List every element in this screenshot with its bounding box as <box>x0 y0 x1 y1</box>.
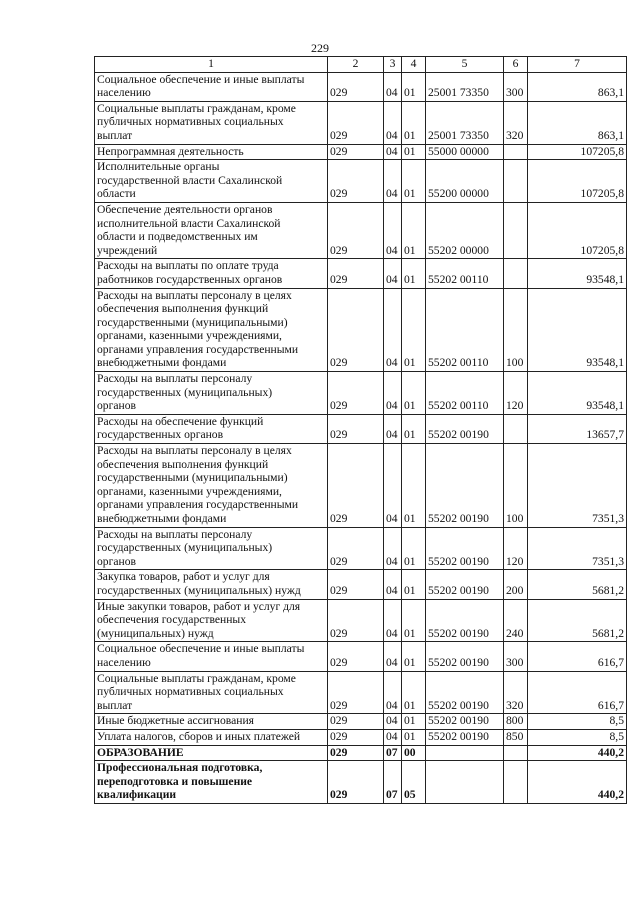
row-expense-type <box>504 144 528 160</box>
row-section-code: 04 <box>384 444 402 528</box>
row-ved-code: 029 <box>328 527 384 570</box>
row-subsection-code: 01 <box>402 642 426 671</box>
header-col-6: 6 <box>504 57 528 73</box>
row-subsection-code: 00 <box>402 745 426 761</box>
row-target-article <box>426 745 504 761</box>
row-name: ОБРАЗОВАНИЕ <box>95 745 328 761</box>
row-name: Профессиональная подготовка, переподготовка и повышение квалификации <box>95 761 328 804</box>
row-section-code: 04 <box>384 101 402 144</box>
row-expense-type: 120 <box>504 372 528 415</box>
row-section-code: 04 <box>384 671 402 714</box>
row-amount: 440,2 <box>528 745 627 761</box>
header-row <box>95 57 627 73</box>
row-name: Расходы на обеспечение функций государственных органов <box>95 414 328 443</box>
row-amount: 93548,1 <box>528 259 627 288</box>
table-row <box>95 444 627 528</box>
row-name: Расходы на выплаты персоналу в целях обеспечения выполнения функций государственными (муниципальными) органами, казенными учреждениями, органами управления государственными внебюджетными фондами <box>95 288 328 372</box>
row-subsection-code: 05 <box>402 761 426 804</box>
row-amount: 93548,1 <box>528 372 627 415</box>
row-section-code: 04 <box>384 72 402 101</box>
row-subsection-code: 01 <box>402 160 426 203</box>
row-expense-type: 320 <box>504 671 528 714</box>
row-name: Иные бюджетные ассигнования <box>95 714 328 730</box>
row-target-article: 25001 73350 <box>426 101 504 144</box>
row-target-article <box>426 761 504 804</box>
row-target-article: 55202 00190 <box>426 714 504 730</box>
row-target-article: 55202 00000 <box>426 202 504 258</box>
table-row <box>95 101 627 144</box>
row-target-article: 55202 00190 <box>426 599 504 642</box>
row-name: Расходы на выплаты по оплате труда работников государственных органов <box>95 259 328 288</box>
row-section-code: 04 <box>384 642 402 671</box>
row-ved-code: 029 <box>328 714 384 730</box>
row-section-code: 04 <box>384 570 402 599</box>
row-target-article: 55202 00110 <box>426 259 504 288</box>
row-name: Социальное обеспечение и иные выплаты населению <box>95 72 328 101</box>
row-amount: 7351,3 <box>528 444 627 528</box>
row-ved-code: 029 <box>328 160 384 203</box>
row-subsection-code: 01 <box>402 671 426 714</box>
table-row <box>95 671 627 714</box>
row-expense-type: 100 <box>504 444 528 528</box>
row-expense-type <box>504 259 528 288</box>
row-ved-code: 029 <box>328 414 384 443</box>
row-amount: 863,1 <box>528 101 627 144</box>
row-ved-code: 029 <box>328 259 384 288</box>
table-row <box>95 414 627 443</box>
row-section-code: 04 <box>384 714 402 730</box>
row-target-article: 55202 00190 <box>426 414 504 443</box>
row-expense-type <box>504 761 528 804</box>
row-name: Закупка товаров, работ и услуг для государственных (муниципальных) нужд <box>95 570 328 599</box>
row-expense-type: 240 <box>504 599 528 642</box>
row-amount: 107205,8 <box>528 160 627 203</box>
budget-table <box>94 56 627 804</box>
row-subsection-code: 01 <box>402 202 426 258</box>
row-subsection-code: 01 <box>402 599 426 642</box>
row-ved-code: 029 <box>328 642 384 671</box>
row-name: Социальные выплаты гражданам, кроме публичных нормативных социальных выплат <box>95 671 328 714</box>
table-row <box>95 288 627 372</box>
row-expense-type: 120 <box>504 527 528 570</box>
row-section-code: 04 <box>384 160 402 203</box>
row-ved-code: 029 <box>328 729 384 745</box>
row-amount: 7351,3 <box>528 527 627 570</box>
row-ved-code: 029 <box>328 202 384 258</box>
row-section-code: 07 <box>384 761 402 804</box>
table-row <box>95 714 627 730</box>
table-row <box>95 570 627 599</box>
row-expense-type: 300 <box>504 642 528 671</box>
table-row <box>95 72 627 101</box>
row-name: Социальное обеспечение и иные выплаты населению <box>95 642 328 671</box>
row-expense-type: 800 <box>504 714 528 730</box>
row-name: Уплата налогов, сборов и иных платежей <box>95 729 328 745</box>
row-subsection-code: 01 <box>402 259 426 288</box>
row-ved-code: 029 <box>328 444 384 528</box>
row-target-article: 25001 73350 <box>426 72 504 101</box>
row-target-article: 55202 00190 <box>426 444 504 528</box>
row-section-code: 04 <box>384 202 402 258</box>
row-amount: 13657,7 <box>528 414 627 443</box>
table-row <box>95 160 627 203</box>
row-amount: 5681,2 <box>528 599 627 642</box>
row-subsection-code: 01 <box>402 414 426 443</box>
row-expense-type: 850 <box>504 729 528 745</box>
row-subsection-code: 01 <box>402 144 426 160</box>
row-subsection-code: 01 <box>402 372 426 415</box>
row-section-code: 04 <box>384 527 402 570</box>
table-row <box>95 729 627 745</box>
row-amount: 5681,2 <box>528 570 627 599</box>
header-col-3: 3 <box>384 57 402 73</box>
row-ved-code: 029 <box>328 599 384 642</box>
row-ved-code: 029 <box>328 101 384 144</box>
row-subsection-code: 01 <box>402 570 426 599</box>
row-amount: 107205,8 <box>528 144 627 160</box>
row-section-code: 04 <box>384 259 402 288</box>
row-expense-type <box>504 414 528 443</box>
row-subsection-code: 01 <box>402 101 426 144</box>
row-expense-type <box>504 745 528 761</box>
row-ved-code: 029 <box>328 372 384 415</box>
row-section-code: 04 <box>384 729 402 745</box>
row-section-code: 04 <box>384 599 402 642</box>
table-row <box>95 642 627 671</box>
row-target-article: 55202 00190 <box>426 729 504 745</box>
row-section-code: 04 <box>384 288 402 372</box>
row-ved-code: 029 <box>328 288 384 372</box>
row-name: Обеспечение деятельности органов исполнительной власти Сахалинской области и подведомственных им учреждений <box>95 202 328 258</box>
row-ved-code: 029 <box>328 72 384 101</box>
row-target-article: 55202 00190 <box>426 527 504 570</box>
row-subsection-code: 01 <box>402 288 426 372</box>
table-row <box>95 372 627 415</box>
row-name: Расходы на выплаты персоналу государственных (муниципальных) органов <box>95 372 328 415</box>
row-expense-type: 100 <box>504 288 528 372</box>
row-target-article: 55200 00000 <box>426 160 504 203</box>
table-row <box>95 599 627 642</box>
row-target-article: 55202 00110 <box>426 288 504 372</box>
row-ved-code: 029 <box>328 671 384 714</box>
row-target-article: 55202 00190 <box>426 642 504 671</box>
row-name: Непрограммная деятельность <box>95 144 328 160</box>
row-subsection-code: 01 <box>402 527 426 570</box>
row-expense-type <box>504 160 528 203</box>
table-row <box>95 259 627 288</box>
row-section-code: 04 <box>384 372 402 415</box>
row-ved-code: 029 <box>328 761 384 804</box>
row-expense-type <box>504 202 528 258</box>
row-amount: 616,7 <box>528 671 627 714</box>
row-subsection-code: 01 <box>402 714 426 730</box>
row-section-code: 04 <box>384 414 402 443</box>
row-amount: 107205,8 <box>528 202 627 258</box>
row-name: Иные закупки товаров, работ и услуг для обеспечения государственных (муниципальных) нужд <box>95 599 328 642</box>
row-name: Социальные выплаты гражданам, кроме публичных нормативных социальных выплат <box>95 101 328 144</box>
row-subsection-code: 01 <box>402 72 426 101</box>
table-row <box>95 745 627 761</box>
row-target-article: 55202 00110 <box>426 372 504 415</box>
row-name: Расходы на выплаты персоналу в целях обеспечения выполнения функций государственными (муниципальными) органами, казенными учреждениями, органами управления государственными внебюджетными фондами <box>95 444 328 528</box>
row-ved-code: 029 <box>328 144 384 160</box>
table-row <box>95 527 627 570</box>
row-name: Исполнительные органы государственной власти Сахалинской области <box>95 160 328 203</box>
row-ved-code: 029 <box>328 570 384 599</box>
row-target-article: 55202 00190 <box>426 671 504 714</box>
row-amount: 440,2 <box>528 761 627 804</box>
row-amount: 863,1 <box>528 72 627 101</box>
table-row <box>95 202 627 258</box>
row-amount: 8,5 <box>528 714 627 730</box>
table-row <box>95 761 627 804</box>
row-subsection-code: 01 <box>402 729 426 745</box>
header-col-2: 2 <box>328 57 384 73</box>
table-row <box>95 144 627 160</box>
row-target-article: 55000 00000 <box>426 144 504 160</box>
row-expense-type: 300 <box>504 72 528 101</box>
header-col-5: 5 <box>426 57 504 73</box>
page-number: 229 <box>311 41 329 55</box>
row-name: Расходы на выплаты персоналу государственных (муниципальных) органов <box>95 527 328 570</box>
row-expense-type: 320 <box>504 101 528 144</box>
header-col-4: 4 <box>402 57 426 73</box>
row-amount: 616,7 <box>528 642 627 671</box>
header-col-7: 7 <box>528 57 627 73</box>
row-subsection-code: 01 <box>402 444 426 528</box>
row-expense-type: 200 <box>504 570 528 599</box>
row-amount: 8,5 <box>528 729 627 745</box>
row-ved-code: 029 <box>328 745 384 761</box>
header-col-1: 1 <box>95 57 328 73</box>
row-section-code: 07 <box>384 745 402 761</box>
row-section-code: 04 <box>384 144 402 160</box>
row-target-article: 55202 00190 <box>426 570 504 599</box>
row-amount: 93548,1 <box>528 288 627 372</box>
